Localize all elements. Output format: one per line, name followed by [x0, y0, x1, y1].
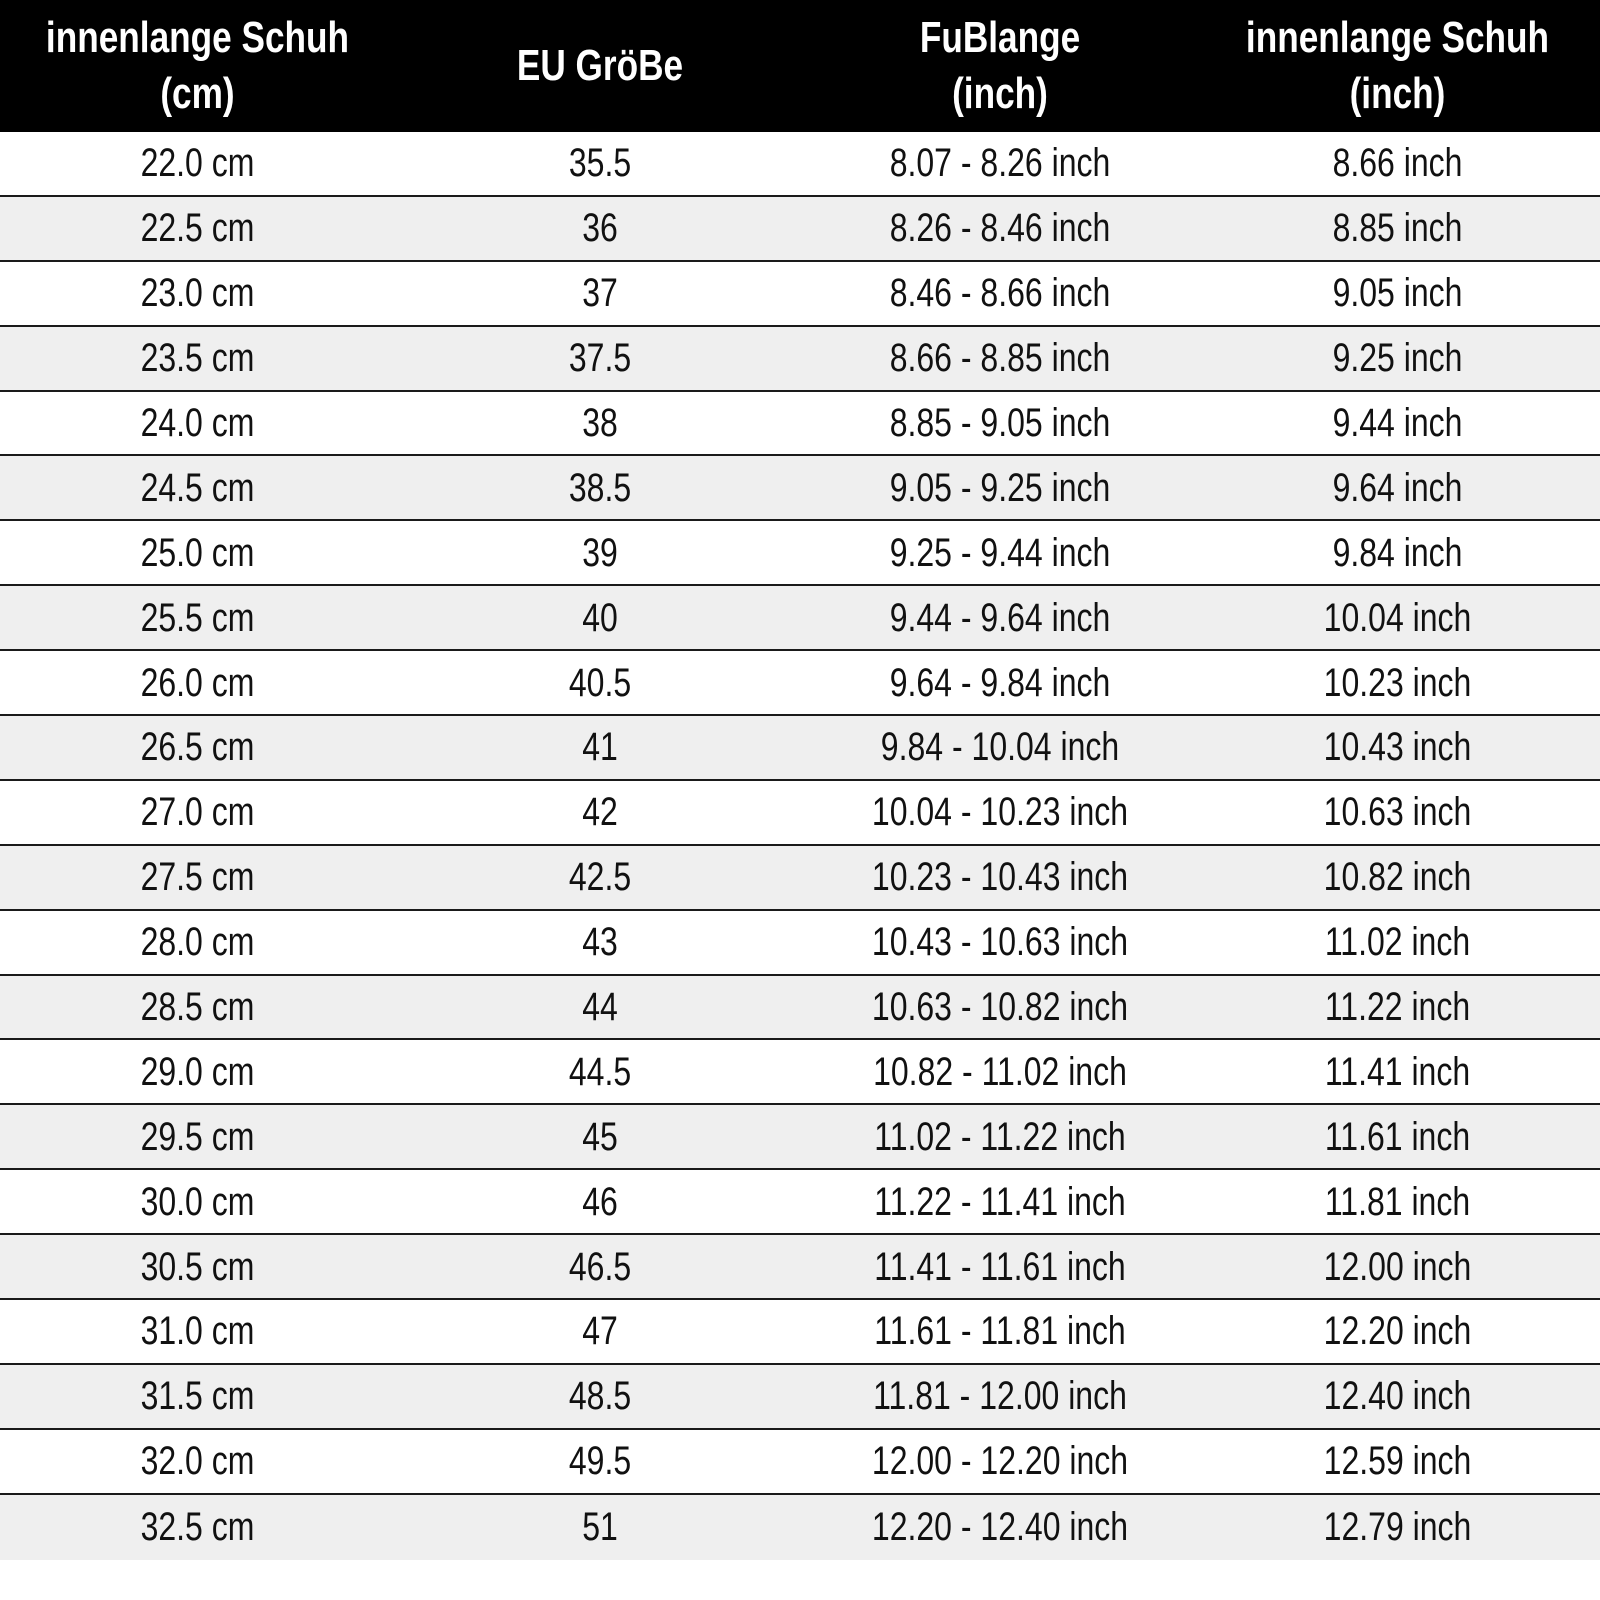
- cell-inner-length-cm: 24.0 cm: [140, 401, 255, 445]
- table-row: [0, 521, 1600, 586]
- cell-foot-length-inch: 10.82 - 11.02 inch: [873, 1049, 1127, 1094]
- cell-inner-length-inch: 8.66 inch: [1332, 141, 1463, 186]
- cell-inner-length-inch: 11.22 inch: [1324, 985, 1471, 1030]
- cell-inner-length-cm: 31.5 cm: [140, 1374, 255, 1419]
- cell-inner-length-cm: 32.5 cm: [140, 1505, 255, 1550]
- cell-eu-size: 38: [582, 401, 618, 445]
- cell-eu-size: 39: [582, 530, 618, 575]
- cell-inner-length-inch: 12.00 inch: [1323, 1244, 1472, 1289]
- cell-inner-length-cm: 23.5 cm: [140, 336, 255, 381]
- cell-foot-length-inch: 9.44 - 9.64 inch: [889, 595, 1111, 640]
- table-row: [0, 197, 1600, 262]
- cell-foot-length-inch: 8.85 - 9.05 inch: [889, 401, 1111, 445]
- cell-foot-length-inch: 10.63 - 10.82 inch: [871, 985, 1129, 1030]
- table-row: [0, 1235, 1600, 1300]
- cell-inner-length-cm: 30.5 cm: [140, 1244, 255, 1289]
- cell-inner-length-cm: 25.0 cm: [140, 530, 255, 575]
- table-row: [0, 456, 1600, 521]
- cell-eu-size: 41: [582, 725, 618, 770]
- cell-eu-size: 42.5: [568, 855, 632, 900]
- cell-inner-length-inch: 10.04 inch: [1323, 595, 1472, 640]
- cell-inner-length-inch: 9.05 inch: [1332, 271, 1463, 316]
- cell-inner-length-inch: 12.40 inch: [1323, 1374, 1472, 1419]
- cell-foot-length-inch: 9.25 - 9.44 inch: [889, 530, 1111, 575]
- cell-inner-length-cm: 26.0 cm: [140, 660, 255, 705]
- cell-inner-length-inch: 8.85 inch: [1332, 206, 1463, 251]
- cell-inner-length-inch: 10.63 inch: [1323, 790, 1472, 835]
- cell-foot-length-inch: 11.81 - 12.00 inch: [873, 1374, 1127, 1419]
- cell-eu-size: 35.5: [568, 141, 632, 186]
- cell-foot-length-inch: 8.07 - 8.26 inch: [889, 141, 1111, 186]
- cell-eu-size: 46.5: [568, 1244, 632, 1289]
- cell-foot-length-inch: 11.22 - 11.41 inch: [874, 1179, 1126, 1224]
- table-row: [0, 716, 1600, 781]
- cell-foot-length-inch: 8.46 - 8.66 inch: [889, 271, 1111, 316]
- cell-inner-length-cm: 29.5 cm: [140, 1114, 255, 1159]
- cell-eu-size: 40.5: [568, 660, 632, 705]
- cell-inner-length-inch: 12.20 inch: [1323, 1309, 1472, 1354]
- cell-inner-length-inch: 10.23 inch: [1323, 660, 1472, 705]
- table-row: [0, 1105, 1600, 1170]
- table-row: [0, 1300, 1600, 1365]
- table-row: [0, 651, 1600, 716]
- cell-foot-length-inch: 10.23 - 10.43 inch: [871, 855, 1129, 900]
- cell-inner-length-cm: 26.5 cm: [140, 725, 255, 770]
- cell-eu-size: 49.5: [568, 1439, 632, 1484]
- header-inner-length-cm: innenlange Schuh (cm): [45, 13, 350, 118]
- table-row: [0, 846, 1600, 911]
- cell-eu-size: 38.5: [568, 465, 632, 510]
- cell-eu-size: 42: [582, 790, 618, 835]
- cell-inner-length-cm: 28.0 cm: [140, 920, 255, 965]
- cell-inner-length-inch: 12.59 inch: [1323, 1439, 1472, 1484]
- table-row: [0, 1170, 1600, 1235]
- cell-eu-size: 37: [582, 271, 618, 316]
- cell-eu-size: 48.5: [568, 1374, 632, 1419]
- cell-inner-length-inch: 10.43 inch: [1323, 725, 1472, 770]
- cell-foot-length-inch: 12.20 - 12.40 inch: [871, 1505, 1129, 1550]
- header-inner-length-inch: innenlange Schuh (inch): [1245, 13, 1550, 118]
- cell-inner-length-inch: 9.64 inch: [1332, 465, 1463, 510]
- cell-inner-length-inch: 9.84 inch: [1332, 530, 1463, 575]
- cell-inner-length-cm: 22.0 cm: [140, 141, 255, 186]
- cell-eu-size: 43: [582, 920, 618, 965]
- header-eu-size: EU GröBe: [516, 41, 684, 90]
- cell-foot-length-inch: 8.26 - 8.46 inch: [889, 206, 1111, 251]
- cell-inner-length-inch: 11.41 inch: [1324, 1049, 1471, 1094]
- cell-inner-length-cm: 27.5 cm: [140, 855, 255, 900]
- cell-foot-length-inch: 12.00 - 12.20 inch: [871, 1439, 1129, 1484]
- table-body: [0, 132, 1600, 1560]
- table-row: [0, 262, 1600, 327]
- cell-inner-length-inch: 11.02 inch: [1324, 920, 1471, 965]
- cell-foot-length-inch: 10.43 - 10.63 inch: [871, 920, 1129, 965]
- cell-foot-length-inch: 11.61 - 11.81 inch: [874, 1309, 1126, 1354]
- cell-inner-length-cm: 32.0 cm: [140, 1439, 255, 1484]
- cell-foot-length-inch: 9.05 - 9.25 inch: [889, 465, 1111, 510]
- cell-foot-length-inch: 9.64 - 9.84 inch: [889, 660, 1111, 705]
- table-row: [0, 976, 1600, 1041]
- cell-foot-length-inch: 11.41 - 11.61 inch: [874, 1244, 1126, 1289]
- cell-inner-length-cm: 25.5 cm: [140, 595, 255, 640]
- cell-eu-size: 45: [582, 1114, 618, 1159]
- cell-inner-length-inch: 10.82 inch: [1323, 855, 1472, 900]
- cell-inner-length-cm: 22.5 cm: [140, 206, 255, 251]
- cell-eu-size: 51: [582, 1505, 618, 1550]
- cell-inner-length-cm: 29.0 cm: [140, 1049, 255, 1094]
- cell-inner-length-inch: 9.44 inch: [1332, 401, 1463, 445]
- cell-inner-length-cm: 31.0 cm: [140, 1309, 255, 1354]
- cell-foot-length-inch: 10.04 - 10.23 inch: [871, 790, 1129, 835]
- header-foot-length-inch: FuBlange (inch): [919, 13, 1081, 118]
- cell-inner-length-inch: 12.79 inch: [1323, 1505, 1472, 1550]
- cell-inner-length-inch: 11.81 inch: [1324, 1179, 1471, 1224]
- cell-foot-length-inch: 11.02 - 11.22 inch: [874, 1114, 1126, 1159]
- table-row: [0, 132, 1600, 197]
- cell-eu-size: 44.5: [568, 1049, 632, 1094]
- cell-inner-length-cm: 23.0 cm: [140, 271, 255, 316]
- table-row: [0, 781, 1600, 846]
- cell-inner-length-cm: 27.0 cm: [140, 790, 255, 835]
- cell-eu-size: 46: [582, 1179, 618, 1224]
- table-row: [0, 392, 1600, 457]
- cell-inner-length-cm: 28.5 cm: [140, 985, 255, 1030]
- cell-eu-size: 47: [582, 1309, 618, 1354]
- cell-foot-length-inch: 9.84 - 10.04 inch: [880, 725, 1120, 770]
- table-row: [0, 1040, 1600, 1105]
- table-row: [0, 327, 1600, 392]
- table-row: [0, 911, 1600, 976]
- cell-eu-size: 36: [582, 206, 618, 251]
- cell-inner-length-cm: 30.0 cm: [140, 1179, 255, 1224]
- table-row: [0, 1430, 1600, 1495]
- cell-eu-size: 37.5: [568, 336, 632, 381]
- cell-inner-length-inch: 9.25 inch: [1332, 336, 1463, 381]
- cell-inner-length-cm: 24.5 cm: [140, 465, 255, 510]
- cell-eu-size: 40: [582, 595, 618, 640]
- cell-inner-length-inch: 11.61 inch: [1324, 1114, 1471, 1159]
- cell-foot-length-inch: 8.66 - 8.85 inch: [889, 336, 1111, 381]
- table-row: [0, 1365, 1600, 1430]
- cell-eu-size: 44: [582, 985, 618, 1030]
- table-row: [0, 1495, 1600, 1560]
- table-row: [0, 586, 1600, 651]
- table-header: [0, 0, 1600, 132]
